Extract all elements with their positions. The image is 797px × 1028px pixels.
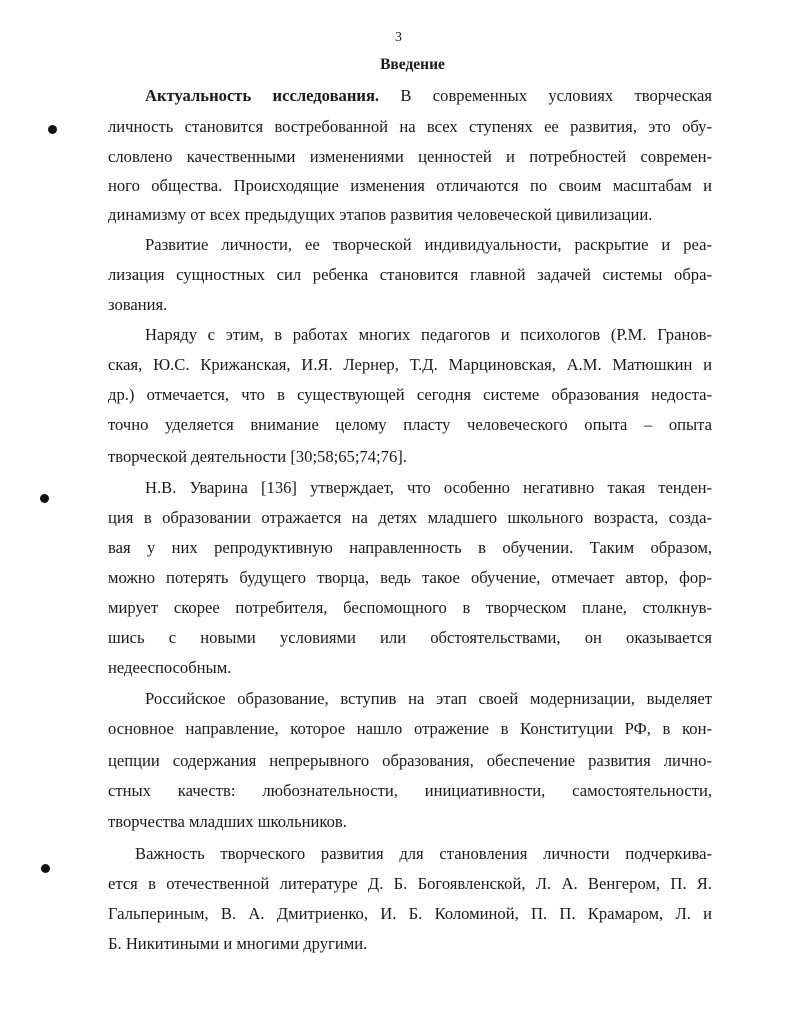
paragraph-5-line-3: цепции содержания непрерывного образования, обеспечение развития личнo- [108,751,712,770]
punch-mark-bottom [41,864,50,873]
text-span: В современных условиях творческая [400,86,712,105]
paragraph-6-line-3: Гальпериным, В. А. Дмитриенко, И. Б. Коломиной, П. П. Крамаром, Л. и [108,904,712,923]
paragraph-3-line-3: др.) отмечается, что в существующей сегодня системе образования недоста- [108,385,712,404]
paragraph-3-line-1: Наряду с этим, в работах многих педагогов и психологов (Р.М. Гранов- [145,325,712,344]
lead-phrase: Актуальность исследования. [145,86,380,105]
paragraph-3-line-2: ская, Ю.С. Крижанская, И.Я. Лернер, Т.Д. Марциновская, А.М. Матюшкин и [108,355,712,374]
paragraph-1-line-3: словлено качественными изменениями ценностей и потребностей современ- [108,147,712,166]
paragraph-1-line-1 [145,85,712,107]
paragraph-4-line-3: вая у них репродуктивную направленность в обучении. Таким образом, [108,538,712,557]
paragraph-1-line-5: динамизму от всех предыдущих этапов развития человеческой цивилизации. [108,205,653,224]
paragraph-5-line-5: творчества младших школьников. [108,812,347,831]
punch-mark-top [48,125,57,134]
paragraph-2-line-1: Развитие личности, ее творческой индивидуальности, раскрытие и реа- [145,235,712,254]
page-number: 3 [395,30,402,45]
paragraph-4-line-2: ция в образовании отражается на детях младшего школьного возраста, созда- [108,508,712,527]
paragraph-4-line-1: Н.В. Уварина [136] утверждает, что особенно негативно такая тенден- [145,478,712,497]
paragraph-2-line-2: лизация сущностных сил ребенка становится главной задачей системы обра- [108,265,712,284]
paragraph-5-line-1: Российское образование, вступив на этап своей модернизации, выделяет [145,689,712,708]
paragraph-5-line-4: стных качеств: любознательности, инициативности, самостоятельности, [108,781,712,800]
paragraph-6-line-2: ется в отечественной литературе Д. Б. Богоявленской, Л. А. Венгером, П. Я. [108,874,712,893]
paragraph-3-line-5: творческой деятельности [30;58;65;74;76]. [108,447,407,466]
paragraph-2-line-3: зования. [108,295,168,314]
paragraph-1-line-2: личность становится востребованной на всех ступенях ее развития, это обу- [108,117,712,136]
paragraph-1-line-4: ного общества. Происходящие изменения отличаются по своим масштабам и [108,176,712,195]
paragraph-4-line-6: шись с новыми условиями или обстоятельствами, он оказывается [108,628,712,647]
paragraph-4-line-4: можно потерять будущего творца, ведь такое обучение, отмечает автор, фор- [108,568,712,587]
paragraph-4-line-7: недееспособным. [108,658,232,677]
punch-mark-middle [40,494,49,503]
paragraph-3-line-4: точно уделяется внимание целому пласту человеческого опыта – опыта [108,415,712,434]
paragraph-4-line-5: мирует скорее потребителя, беспомощного в творческом плане, столкнув- [108,598,712,617]
paragraph-6-line-4: Б. Никитиными и многими другими. [108,934,368,953]
section-heading: Введение [380,56,445,73]
paragraph-6-line-1: Важность творческого развития для становления личности подчеркива- [135,844,712,863]
paragraph-5-line-2: основное направление, которое нашло отражение в Конституции РФ, в кон- [108,719,712,738]
